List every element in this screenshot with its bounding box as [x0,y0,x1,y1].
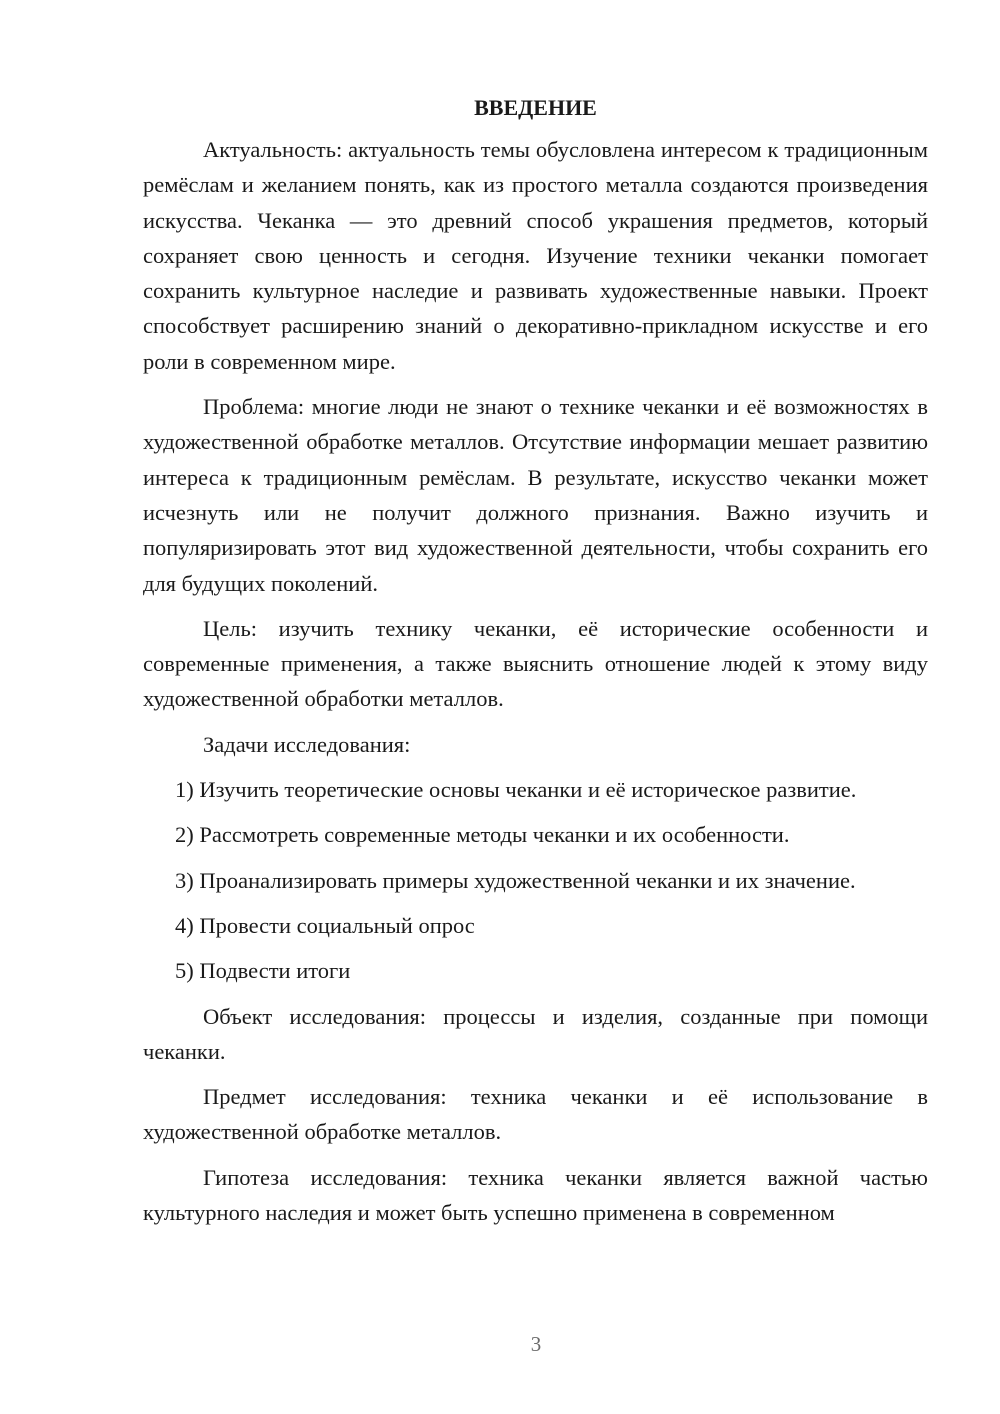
task-item: 1) Изучить теоретические основы чеканки и её историческое развитие. [175,777,857,803]
paragraph-object: Объект исследования: процессы и изделия, созданные при помощи чеканки. [143,1003,928,1064]
section-title: ВВЕДЕНИЕ [474,95,597,120]
task-item: 4) Провести социальный опрос [175,912,475,938]
page-content [143,92,928,1240]
paragraph-hypothesis: Гипотеза исследования: техника чеканки является важной частью культурного наследия и может быть успешно применена в современном [143,1164,928,1226]
page-number: 3 [530,1332,542,1356]
paragraph-relevance: Актуальность: актуальность темы обусловлена интересом к традиционным ремёслам и желанием понять, как из простого металла создаются произведения искусства. Чеканка — это древний способ украшения предметов, который сохраняет свою ценность и сегодня. Изучение техники чеканки помогает сохранить культурное наследие и развивать художественные навыки. Проект способствует расширению знаний о декоративно-прикладном искусстве и его роли в современном мире. [143,137,928,374]
paragraph-goal: Цель: изучить технику чеканки, её исторические особенности и современные применения, а также выяснить отношение людей к этому виду художественной обработки металлов. [143,615,928,712]
task-item: 3) Проанализировать примеры художественной чеканки и их значение. [175,867,856,893]
paragraph-problem: Проблема: многие люди не знают о технике чеканки и её возможностях в художественной обработке металлов. Отсутствие информации мешает развитию интереса к традиционным ремёслам. В результате, искусство чеканки может исчезнуть или не получит должного признания. Важно изучить и популяризировать этот вид художественной деятельности, чтобы сохранить его для будущих поколений. [143,394,928,596]
task-item: 5) Подвести итоги [175,958,351,984]
paragraph-subject: Предмет исследования: техника чеканки и её использование в художественной обработке металлов. [143,1084,928,1145]
task-item: 2) Рассмотреть современные методы чеканки и их особенности. [175,822,790,848]
paragraph-tasks-heading: Задачи исследования: [203,731,411,757]
